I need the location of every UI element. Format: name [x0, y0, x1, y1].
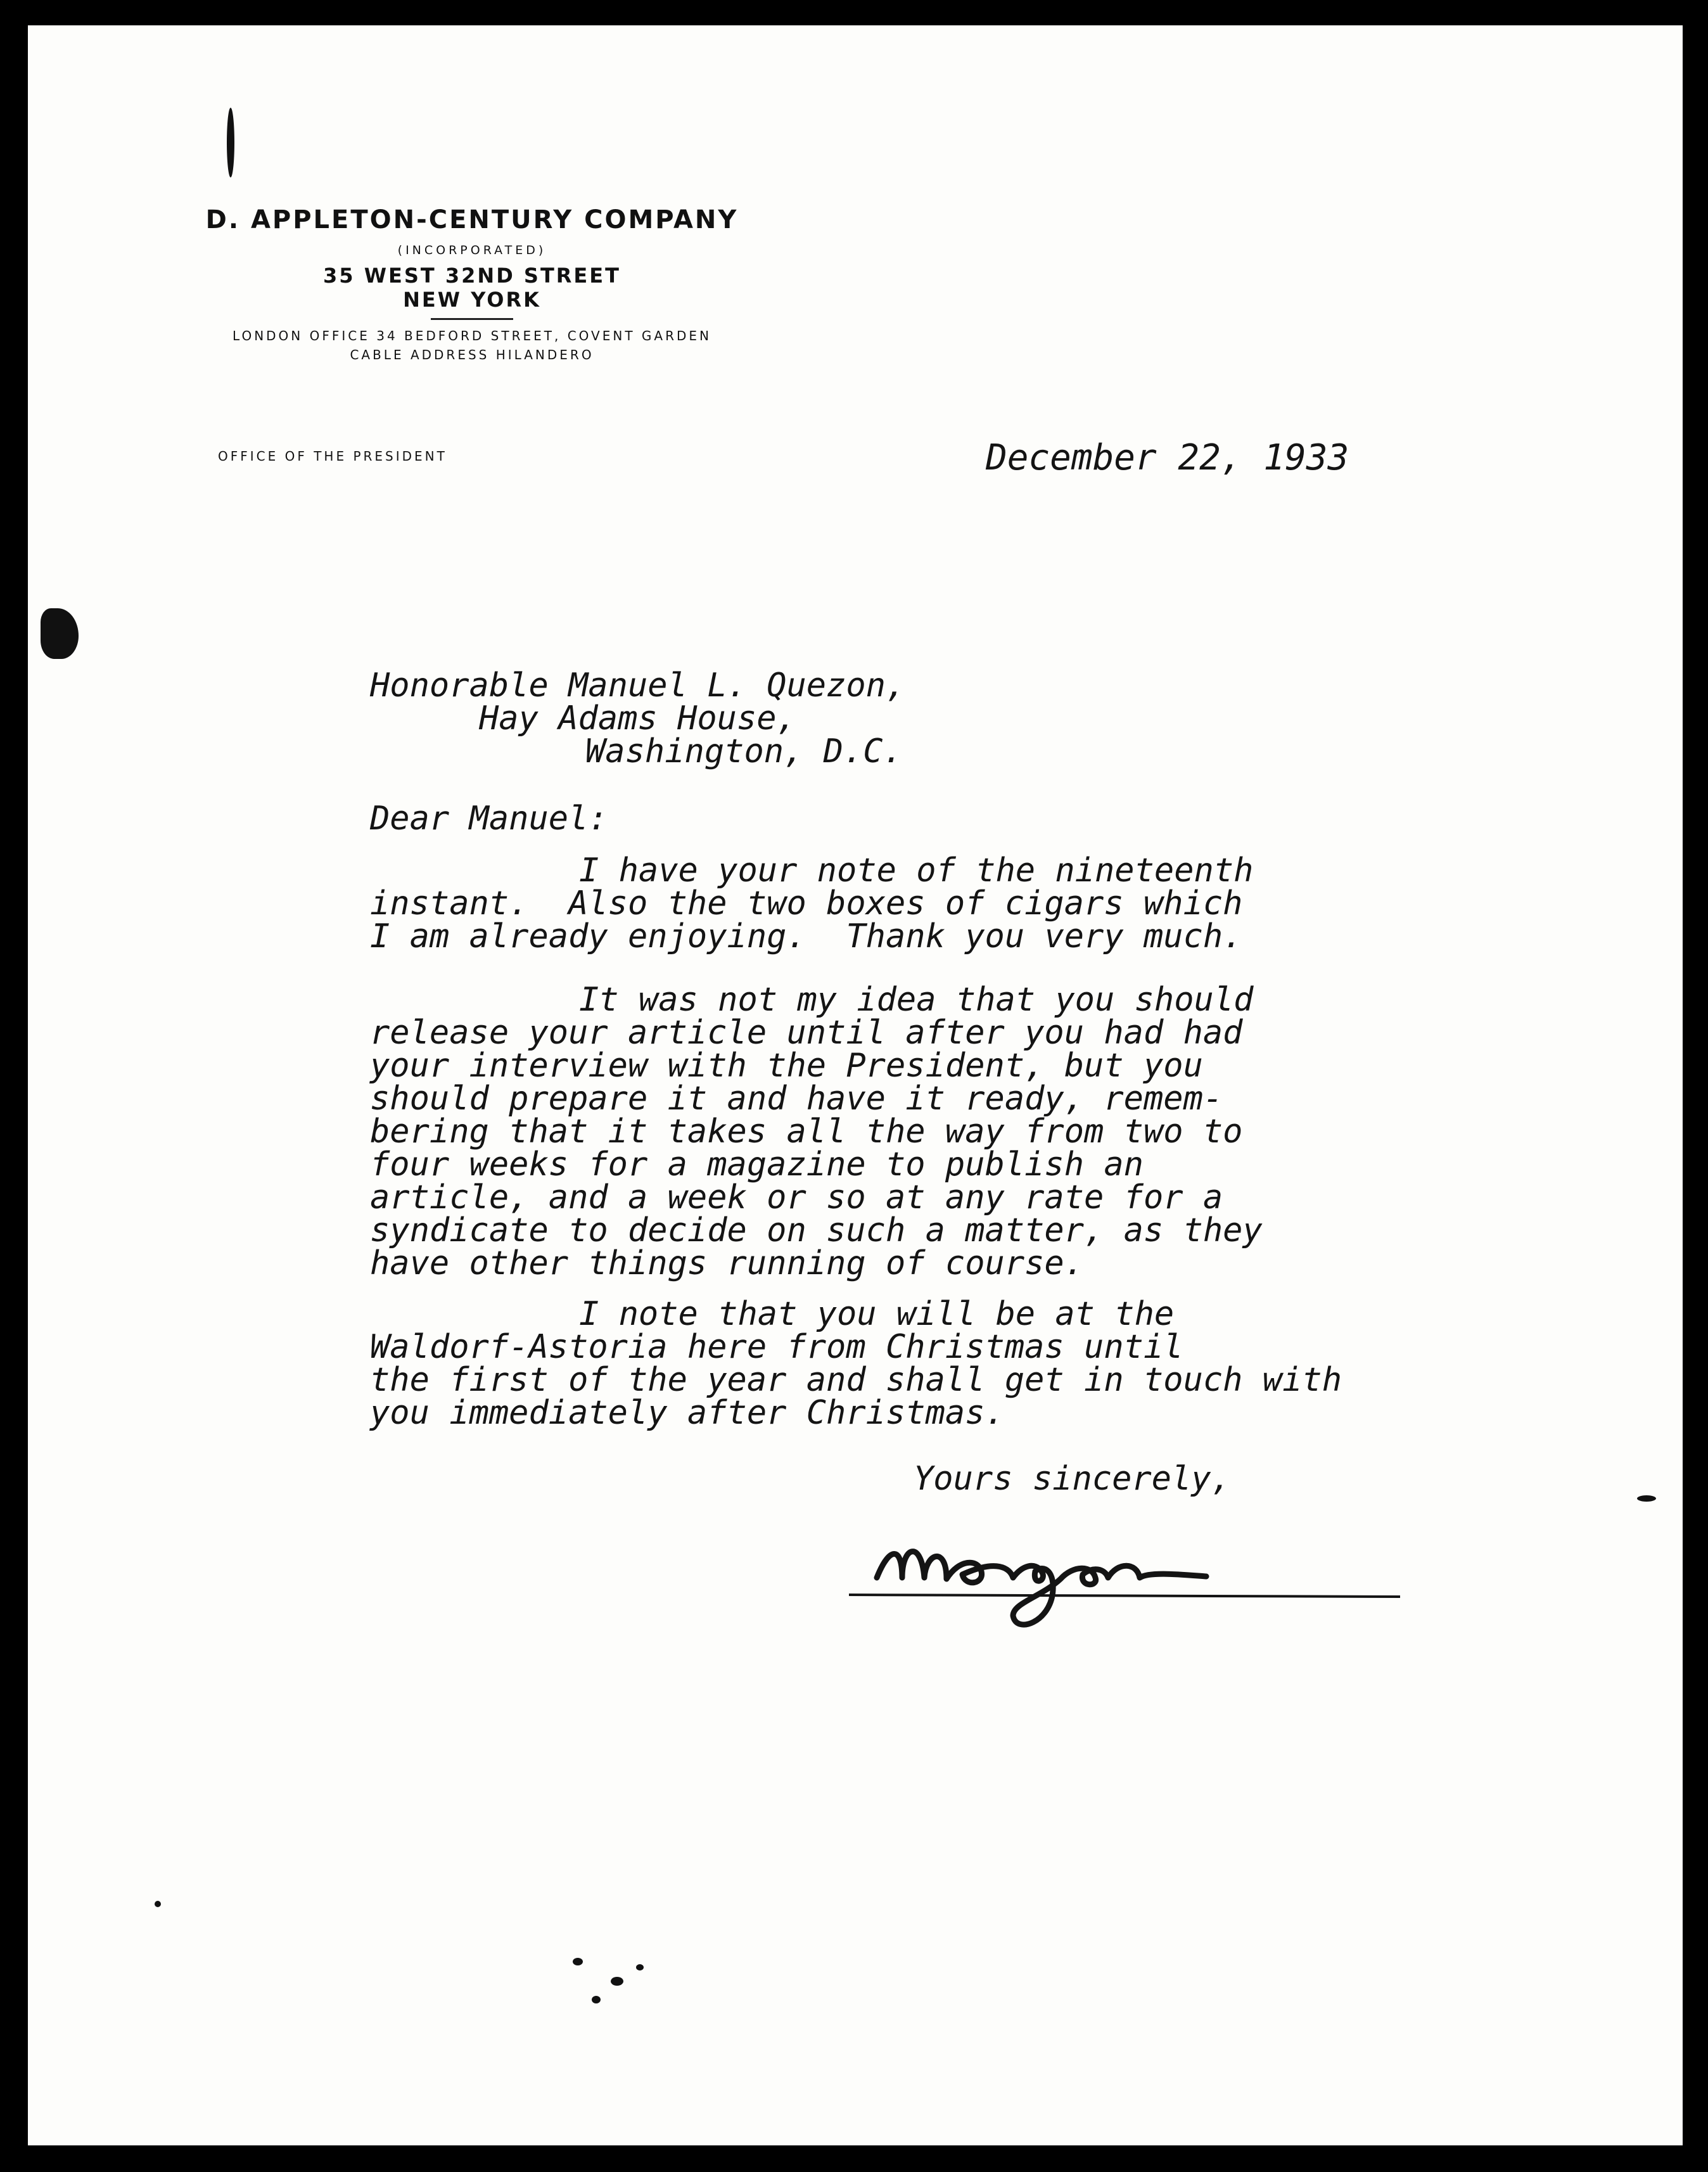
- scan-blot: [41, 608, 79, 659]
- body-line: article, and a week or so at any rate for a: [370, 1179, 1223, 1217]
- letter-sheet: [28, 25, 1683, 2145]
- body-paragraph-2: [370, 983, 1447, 1280]
- body-line: Waldorf-Astoria here from Christmas until: [370, 1328, 1183, 1366]
- body-line: release your article until after you had had: [370, 1014, 1243, 1052]
- addressee-name: Honorable Manuel L. Quezon,: [370, 667, 906, 705]
- body-line: you immediately after Christmas.: [370, 1394, 1005, 1432]
- scan-blot: [227, 108, 234, 177]
- body-line: instant. Also the two boxes of cigars which: [370, 885, 1243, 923]
- scan-blot: [636, 1964, 644, 1971]
- body-line: I am already enjoying. Thank you very much.: [370, 917, 1243, 955]
- street-address: 35 WEST 32ND STREET: [323, 264, 621, 288]
- body-line: I have your note of the nineteenth: [579, 852, 1254, 890]
- closing: Yours sincerely,: [914, 1460, 1231, 1498]
- scan-blot: [155, 1901, 161, 1907]
- scan-blot: [611, 1977, 623, 1986]
- scan-blot: [1637, 1495, 1656, 1502]
- city-name: NEW YORK: [403, 288, 541, 312]
- body-line: I note that you will be at the: [579, 1295, 1175, 1333]
- body-paragraph-3: [370, 1295, 1447, 1432]
- letter-date: December 22, 1933: [986, 437, 1349, 478]
- body-line: have other things running of course.: [370, 1244, 1085, 1282]
- company-name: D. APPLETON-CENTURY COMPANY: [205, 205, 739, 234]
- letterhead-divider: [431, 318, 513, 320]
- body-paragraph-1: [370, 854, 1447, 953]
- salutation: Dear Manuel:: [370, 800, 608, 838]
- signature-underline: [849, 1593, 1400, 1598]
- body-line: should prepare it and have it ready, remem-: [370, 1080, 1223, 1118]
- body-line: four weeks for a magazine to publish an: [370, 1146, 1144, 1184]
- body-line: your interview with the President, but you: [370, 1047, 1203, 1085]
- body-line: It was not my idea that you should: [579, 981, 1254, 1019]
- addressee-hotel: Hay Adams House,: [479, 700, 796, 738]
- scan-blot: [592, 1996, 601, 2003]
- scan-blot: [573, 1958, 583, 1965]
- addressee-city: Washington, D.C.: [585, 732, 903, 770]
- body-line: syndicate to decide on such a matter, as they: [370, 1211, 1263, 1249]
- london-office-address: LONDON OFFICE 34 BEDFORD STREET, COVENT GARDEN: [233, 328, 711, 343]
- cable-address: CABLE ADDRESS HILANDERO: [350, 347, 594, 362]
- signature-image: [851, 1508, 1409, 1647]
- body-line: bering that it takes all the way from two to: [370, 1113, 1243, 1151]
- body-line: the first of the year and shall get in touch with: [370, 1361, 1342, 1399]
- office-of-president: OFFICE OF THE PRESIDENT: [218, 449, 447, 464]
- incorporated-label: (INCORPORATED): [397, 243, 547, 257]
